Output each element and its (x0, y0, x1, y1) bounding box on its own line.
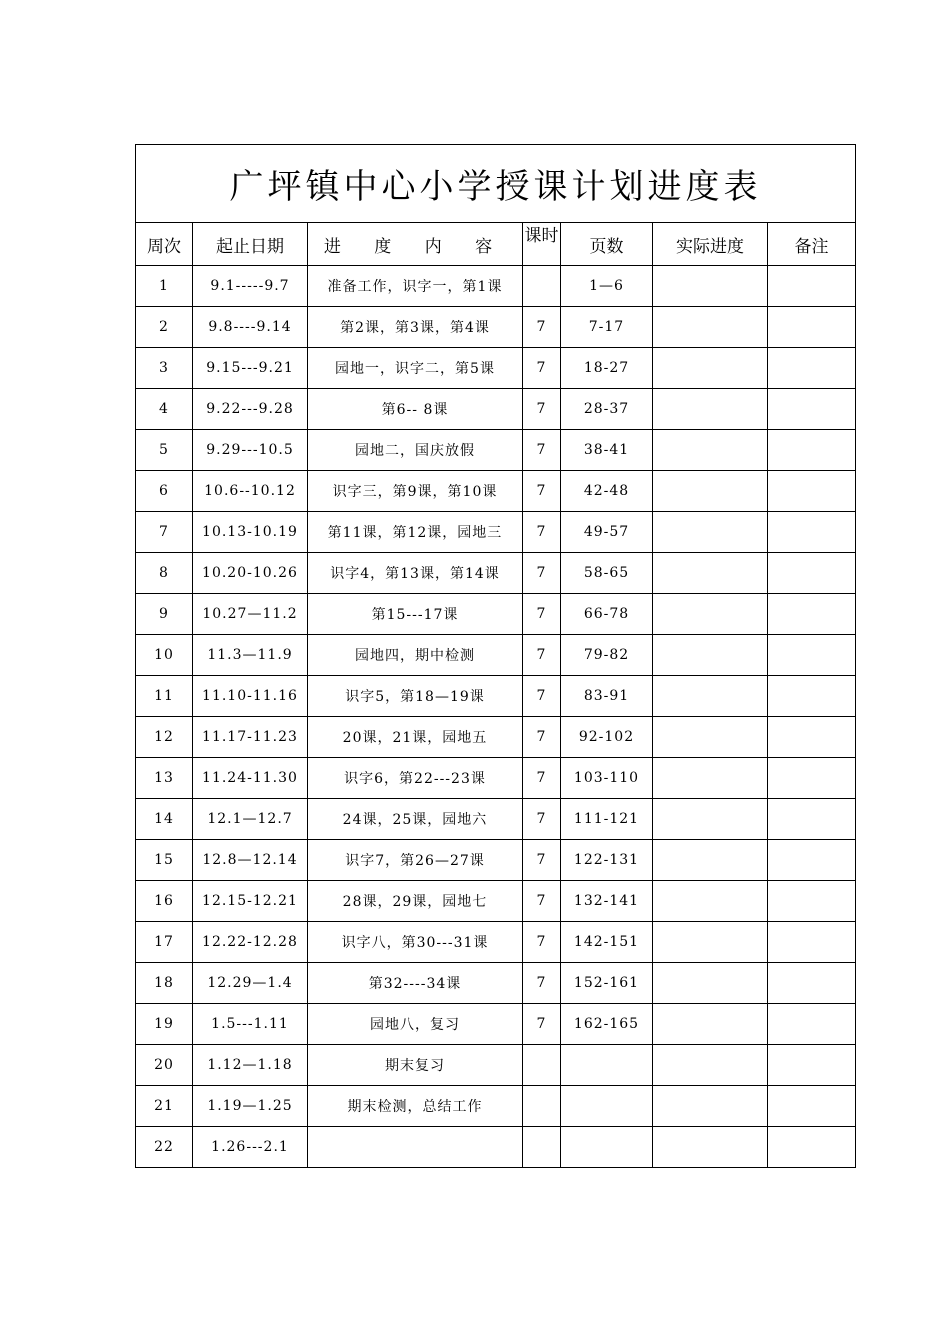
cell-notes (768, 799, 856, 840)
cell-content: 识字5，第18—19课 (308, 676, 523, 717)
table-row (136, 553, 856, 594)
cell-actual (653, 717, 768, 758)
cell-content: 期末检测，总结工作 (308, 1086, 523, 1127)
cell-pages: 42-48 (561, 471, 653, 512)
cell-content: 识字八，第30---31课 (308, 922, 523, 963)
cell-week: 21 (136, 1086, 193, 1127)
cell-content: 园地八，复习 (308, 1004, 523, 1045)
cell-pages: 38-41 (561, 430, 653, 471)
cell-dates: 11.24-11.30 (193, 758, 308, 799)
table-row (136, 266, 856, 307)
cell-dates: 1.5---1.11 (193, 1004, 308, 1045)
cell-actual (653, 881, 768, 922)
cell-dates: 12.8—12.14 (193, 840, 308, 881)
cell-hours: 7 (523, 389, 561, 430)
table-row (136, 389, 856, 430)
cell-hours (523, 1045, 561, 1086)
cell-actual (653, 307, 768, 348)
cell-actual (653, 799, 768, 840)
cell-notes (768, 553, 856, 594)
cell-pages: 7-17 (561, 307, 653, 348)
cell-pages: 66-78 (561, 594, 653, 635)
table-row (136, 963, 856, 1004)
cell-hours: 7 (523, 307, 561, 348)
table-row (136, 799, 856, 840)
cell-week: 4 (136, 389, 193, 430)
cell-notes (768, 963, 856, 1004)
cell-week: 1 (136, 266, 193, 307)
cell-week: 17 (136, 922, 193, 963)
cell-dates: 11.3—11.9 (193, 635, 308, 676)
cell-pages: 49-57 (561, 512, 653, 553)
cell-notes (768, 881, 856, 922)
cell-actual (653, 512, 768, 553)
cell-content: 园地二，国庆放假 (308, 430, 523, 471)
cell-hours: 7 (523, 594, 561, 635)
cell-notes (768, 922, 856, 963)
cell-notes (768, 840, 856, 881)
cell-hours (523, 1086, 561, 1127)
cell-pages: 122-131 (561, 840, 653, 881)
cell-pages (561, 1127, 653, 1168)
cell-content: 识字6，第22---23课 (308, 758, 523, 799)
cell-dates: 9.15---9.21 (193, 348, 308, 389)
cell-hours: 7 (523, 963, 561, 1004)
table-row (136, 1086, 856, 1127)
cell-week: 15 (136, 840, 193, 881)
cell-hours: 7 (523, 840, 561, 881)
cell-actual (653, 1045, 768, 1086)
cell-week: 8 (136, 553, 193, 594)
cell-pages (561, 1045, 653, 1086)
cell-dates: 12.1—12.7 (193, 799, 308, 840)
header-hours: 课时 (523, 223, 561, 266)
cell-pages: 111-121 (561, 799, 653, 840)
cell-notes (768, 430, 856, 471)
cell-actual (653, 471, 768, 512)
cell-hours: 7 (523, 799, 561, 840)
cell-week: 2 (136, 307, 193, 348)
cell-pages: 152-161 (561, 963, 653, 1004)
cell-dates: 10.13-10.19 (193, 512, 308, 553)
cell-week: 7 (136, 512, 193, 553)
table-row (136, 512, 856, 553)
cell-hours: 7 (523, 635, 561, 676)
cell-content: 第32----34课 (308, 963, 523, 1004)
cell-notes (768, 512, 856, 553)
table-row (136, 676, 856, 717)
cell-notes (768, 1045, 856, 1086)
table-row (136, 1045, 856, 1086)
schedule-body (136, 266, 856, 1168)
cell-notes (768, 676, 856, 717)
cell-dates: 11.10-11.16 (193, 676, 308, 717)
cell-week: 16 (136, 881, 193, 922)
cell-hours: 7 (523, 471, 561, 512)
cell-notes (768, 471, 856, 512)
cell-week: 22 (136, 1127, 193, 1168)
cell-hours (523, 266, 561, 307)
cell-content: 园地四，期中检测 (308, 635, 523, 676)
cell-notes (768, 348, 856, 389)
cell-dates: 10.6--10.12 (193, 471, 308, 512)
table-row (136, 758, 856, 799)
cell-actual (653, 389, 768, 430)
cell-content: 第15---17课 (308, 594, 523, 635)
table-row (136, 1127, 856, 1168)
cell-notes (768, 1086, 856, 1127)
cell-hours: 7 (523, 512, 561, 553)
cell-notes (768, 1127, 856, 1168)
table-row (136, 635, 856, 676)
cell-dates: 1.12—1.18 (193, 1045, 308, 1086)
cell-dates: 9.8----9.14 (193, 307, 308, 348)
table-row (136, 307, 856, 348)
table-row (136, 881, 856, 922)
cell-week: 20 (136, 1045, 193, 1086)
page-title: 广坪镇中心小学授课计划进度表 (136, 145, 856, 223)
cell-notes (768, 635, 856, 676)
cell-dates: 10.20-10.26 (193, 553, 308, 594)
cell-dates: 12.29—1.4 (193, 963, 308, 1004)
table-row (136, 922, 856, 963)
cell-actual (653, 553, 768, 594)
cell-pages: 28-37 (561, 389, 653, 430)
cell-week: 3 (136, 348, 193, 389)
cell-hours: 7 (523, 717, 561, 758)
cell-content: 28课，29课，园地七 (308, 881, 523, 922)
cell-content: 识字4，第13课，第14课 (308, 553, 523, 594)
cell-hours: 7 (523, 881, 561, 922)
cell-actual (653, 922, 768, 963)
header-row (136, 223, 856, 266)
cell-dates: 11.17-11.23 (193, 717, 308, 758)
cell-content: 园地一，识字二，第5课 (308, 348, 523, 389)
cell-pages: 142-151 (561, 922, 653, 963)
header-actual: 实际进度 (653, 223, 768, 266)
cell-pages: 1—6 (561, 266, 653, 307)
cell-notes (768, 389, 856, 430)
table-row (136, 348, 856, 389)
cell-notes (768, 717, 856, 758)
cell-hours: 7 (523, 348, 561, 389)
schedule-table (135, 144, 856, 1168)
cell-dates: 12.22-12.28 (193, 922, 308, 963)
cell-dates: 9.29---10.5 (193, 430, 308, 471)
cell-pages: 132-141 (561, 881, 653, 922)
cell-pages: 58-65 (561, 553, 653, 594)
cell-notes (768, 266, 856, 307)
cell-content: 识字三，第9课，第10课 (308, 471, 523, 512)
cell-week: 6 (136, 471, 193, 512)
cell-hours: 7 (523, 1004, 561, 1045)
cell-dates: 10.27—11.2 (193, 594, 308, 635)
cell-week: 12 (136, 717, 193, 758)
cell-content: 第6-- 8课 (308, 389, 523, 430)
cell-content: 准备工作，识字一，第1课 (308, 266, 523, 307)
table-row (136, 1004, 856, 1045)
table-row (136, 840, 856, 881)
cell-actual (653, 758, 768, 799)
cell-notes (768, 594, 856, 635)
cell-week: 11 (136, 676, 193, 717)
cell-pages: 162-165 (561, 1004, 653, 1045)
table-row (136, 430, 856, 471)
header-notes: 备注 (768, 223, 856, 266)
cell-actual (653, 1127, 768, 1168)
cell-content: 第11课，第12课，园地三 (308, 512, 523, 553)
cell-hours (523, 1127, 561, 1168)
cell-actual (653, 594, 768, 635)
cell-week: 9 (136, 594, 193, 635)
header-pages: 页数 (561, 223, 653, 266)
cell-content: 24课，25课，园地六 (308, 799, 523, 840)
cell-week: 5 (136, 430, 193, 471)
schedule-sheet (135, 144, 855, 1168)
cell-week: 19 (136, 1004, 193, 1045)
table-row (136, 471, 856, 512)
table-row (136, 717, 856, 758)
cell-actual (653, 266, 768, 307)
cell-week: 14 (136, 799, 193, 840)
cell-actual (653, 676, 768, 717)
cell-content: 20课，21课，园地五 (308, 717, 523, 758)
cell-content: 第2课，第3课，第4课 (308, 307, 523, 348)
header-content: 进 度 内 容 (308, 223, 523, 266)
cell-actual (653, 635, 768, 676)
cell-dates: 1.26---2.1 (193, 1127, 308, 1168)
table-row (136, 594, 856, 635)
cell-week: 13 (136, 758, 193, 799)
cell-actual (653, 1004, 768, 1045)
cell-content: 期末复习 (308, 1045, 523, 1086)
cell-notes (768, 1004, 856, 1045)
cell-pages: 103-110 (561, 758, 653, 799)
cell-hours: 7 (523, 922, 561, 963)
cell-week: 10 (136, 635, 193, 676)
cell-pages: 83-91 (561, 676, 653, 717)
cell-actual (653, 963, 768, 1004)
cell-content (308, 1127, 523, 1168)
cell-actual (653, 348, 768, 389)
cell-hours: 7 (523, 758, 561, 799)
cell-actual (653, 1086, 768, 1127)
cell-pages (561, 1086, 653, 1127)
cell-hours: 7 (523, 676, 561, 717)
header-dates: 起止日期 (193, 223, 308, 266)
cell-dates: 12.15-12.21 (193, 881, 308, 922)
cell-actual (653, 840, 768, 881)
cell-actual (653, 430, 768, 471)
cell-hours: 7 (523, 430, 561, 471)
cell-notes (768, 758, 856, 799)
cell-notes (768, 307, 856, 348)
cell-pages: 18-27 (561, 348, 653, 389)
cell-content: 识字7，第26—27课 (308, 840, 523, 881)
cell-dates: 1.19—1.25 (193, 1086, 308, 1127)
cell-week: 18 (136, 963, 193, 1004)
header-week: 周次 (136, 223, 193, 266)
cell-hours: 7 (523, 553, 561, 594)
cell-dates: 9.1-----9.7 (193, 266, 308, 307)
cell-dates: 9.22---9.28 (193, 389, 308, 430)
cell-pages: 92-102 (561, 717, 653, 758)
cell-pages: 79-82 (561, 635, 653, 676)
